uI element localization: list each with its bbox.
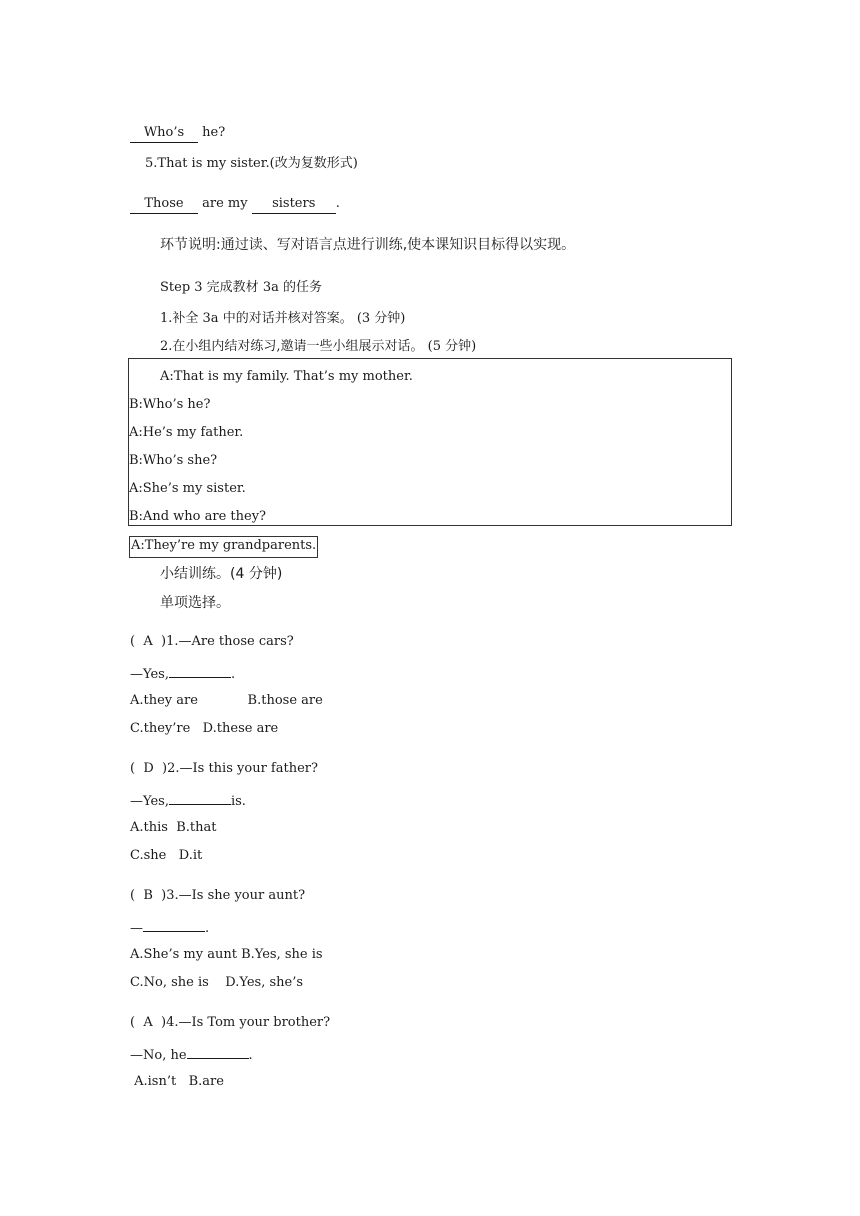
- question-3-options-row-1: A.She’s my aunt B.Yes, she is: [130, 947, 323, 962]
- dialog-line: B:And who are they?: [129, 509, 267, 524]
- step3-task-1: 1.补全 3a 中的对话并核对答案。 (3 分钟): [160, 311, 406, 326]
- answer-blank: [130, 124, 198, 143]
- answer-paren-open: (: [130, 1015, 144, 1030]
- question-2-options-row-2: C.she D.it: [130, 848, 203, 863]
- answer-paren-open: (: [130, 888, 144, 903]
- dialog-line: B:Who’s he?: [129, 397, 211, 412]
- question-answer: A: [143, 1015, 153, 1030]
- question-4: [130, 1014, 330, 1032]
- answer-text: Who’s: [143, 125, 185, 140]
- reply-end: .: [248, 1048, 253, 1063]
- question-stem: )2.—Is this your father?: [162, 761, 318, 776]
- reply-end: .: [205, 921, 210, 936]
- summary-subtitle: 单项选择。: [160, 595, 230, 611]
- question-4-options-row-1: A.isn’t B.are: [130, 1074, 224, 1089]
- question-1: [130, 633, 294, 651]
- question-3-options-row-2: C.No, she is D.Yes, she’s: [130, 975, 304, 990]
- question-stem: )4.—Is Tom your brother?: [161, 1015, 331, 1030]
- answer-line-5: [130, 195, 340, 214]
- question-3-reply: [130, 918, 209, 938]
- fill-blank[interactable]: [143, 918, 205, 932]
- answer-paren-open: (: [130, 634, 144, 649]
- question-3: [130, 887, 305, 905]
- question-5-text: 5.That is my sister.(改为复数形式): [145, 156, 358, 171]
- question-1-options-row-2: C.they’re D.these are: [130, 721, 279, 736]
- answer-blank: [252, 195, 336, 214]
- dialog-line: B:Who’s she?: [129, 453, 218, 468]
- question-2: [130, 760, 318, 778]
- reply-text: —Yes,: [130, 794, 169, 809]
- question-4-reply: [130, 1045, 253, 1065]
- reply-text: —Yes,: [130, 667, 169, 682]
- fill-blank[interactable]: [187, 1045, 249, 1059]
- reply-text: —No, he: [130, 1048, 187, 1063]
- question-2-reply: [130, 791, 246, 811]
- reply-end: is.: [230, 794, 246, 809]
- answer-mid: are my: [198, 196, 252, 211]
- answer-text: sisters: [272, 196, 316, 211]
- answer-paren-open: (: [130, 761, 144, 776]
- step3-title: Step 3 完成教材 3a 的任务: [160, 280, 322, 295]
- answer-blank: [130, 195, 198, 214]
- fill-blank[interactable]: [169, 664, 231, 678]
- section-note: 环节说明:通过读、写对语言点进行训练,使本课知识目标得以实现。: [160, 237, 576, 253]
- reply-text: —: [130, 921, 143, 936]
- summary-title: 小结训练。(4 分钟): [160, 566, 283, 582]
- answer-text: Those: [144, 196, 184, 211]
- question-answer: D: [143, 761, 154, 776]
- dialog-last-line: A:They’re my grandparents.: [129, 536, 318, 558]
- question-stem: )3.—Is she your aunt?: [161, 888, 306, 903]
- question-2-options-row-1: A.this B.that: [130, 820, 217, 835]
- question-5-prompt: [145, 155, 358, 173]
- answer-paren-gap: [154, 761, 162, 776]
- dialog-line: A:He’s my father.: [129, 425, 244, 440]
- fill-blank[interactable]: [169, 791, 231, 805]
- question-answer: A: [143, 634, 153, 649]
- step3-task-2: 2.在小组内结对练习,邀请一些小组展示对话。 (5 分钟): [160, 339, 477, 354]
- question-stem: )1.—Are those cars?: [161, 634, 294, 649]
- reply-end: .: [230, 667, 236, 682]
- answer-line-4: [130, 124, 225, 143]
- question-answer: B: [143, 888, 153, 903]
- question-1-reply: [130, 664, 235, 684]
- answer-paren-gap: [153, 888, 161, 903]
- answer-paren-gap: [153, 1015, 161, 1030]
- dialog-line: A:That is my family. That’s my mother.: [160, 369, 413, 384]
- answer-paren-gap: [153, 634, 161, 649]
- answer-rest: he?: [198, 125, 226, 140]
- dialog-line: A:She’s my sister.: [129, 481, 246, 496]
- question-1-options-row-1: A.they are B.those are: [130, 693, 323, 708]
- answer-end: .: [335, 196, 340, 211]
